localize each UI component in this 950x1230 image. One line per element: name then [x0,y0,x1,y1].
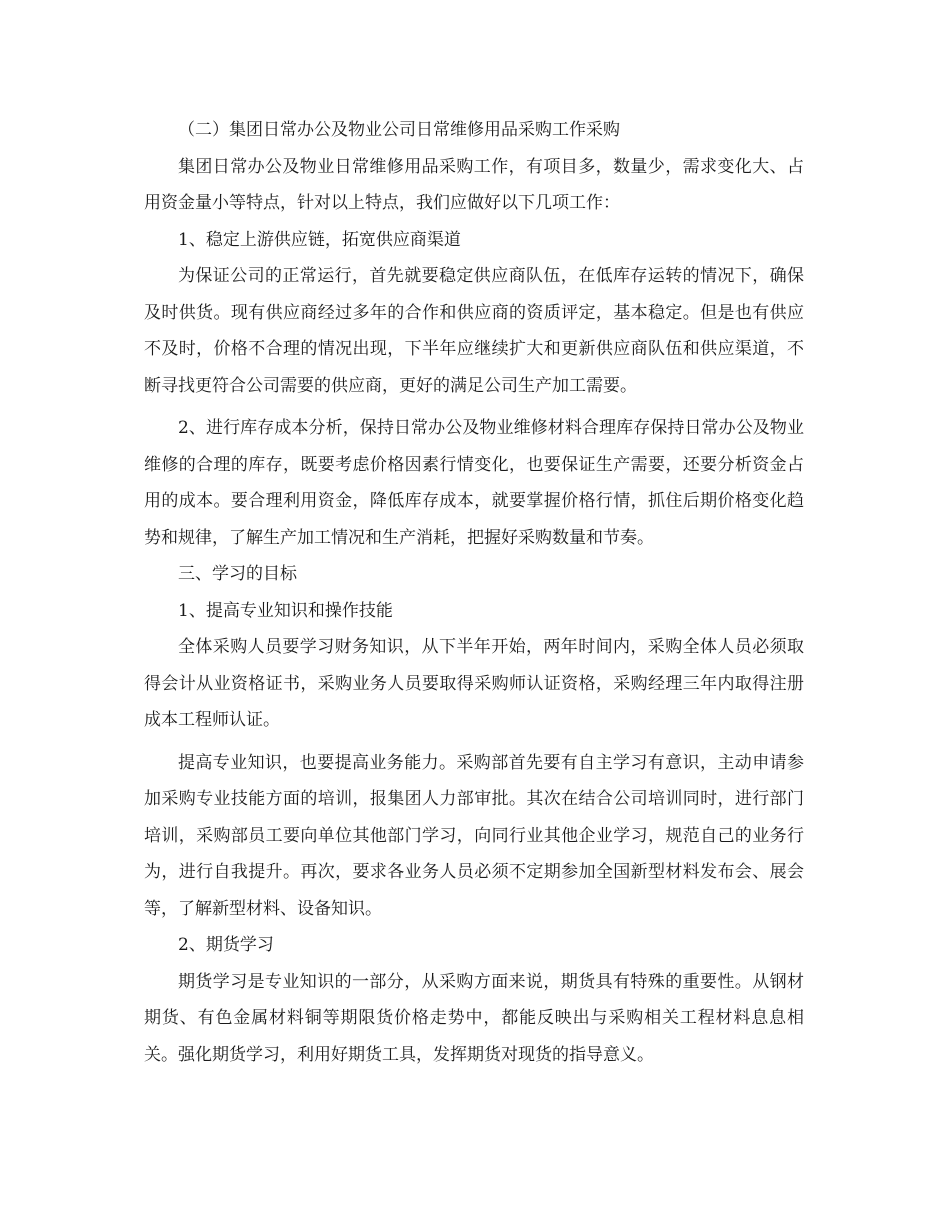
item-heading-futures-learning: 2、期货学习 [178,935,274,955]
paragraph-futures-importance: 期货学习是专业知识的一部分，从采购方面来说，期货具有特殊的重要性。从钢材期货、有色金属材料铜等期限货价格走势中，都能反映出与采购相关工程材料息息相关。强化期货学习，利用好期货工具，发挥期货对现货的指导意义。 [144,971,804,1065]
paragraph-inventory-cost-analysis: 2、进行库存成本分析，保持日常办公及物业维修材料合理库存保持日常办公及物业维修的合理的库存，既要考虑价格因素行情变化，也要保证生产需要，还要分析资金占用的成本。要合理利用资金，降低库存成本，就要掌握价格行情，抓住后期价格变化趋势和规律，了解生产加工情况和生产消耗，把握好采购数量和节奏。 [144,418,804,548]
section-heading-group-office-procurement: （二）集团日常办公及物业公司日常维修用品采购工作采购 [178,120,620,140]
paragraph-procurement-characteristics: 集团日常办公及物业日常维修用品采购工作，有项目多，数量少，需求变化大、占用资金量小等特点，针对以上特点，我们应做好以下几项工作： [144,156,804,213]
paragraph-supplier-stability: 为保证公司的正常运行，首先就要稳定供应商队伍，在低库存运转的情况下，确保及时供货。现有供应商经过多年的合作和供应商的资质评定，基本稳定。但是也有供应不及时，价格不合理的情况出现，下半年应继续扩大和更新供应商队伍和供应渠道，不断寻找更符合公司需要的供应商，更好的满足公司生产加工需要。 [144,266,804,396]
item-heading-supply-chain: 1、稳定上游供应链，拓宽供应商渠道 [178,229,461,250]
paragraph-finance-certification: 全体采购人员要学习财务知识，从下半年开始，两年时间内，采购全体人员必须取得会计从业资格证书，采购业务人员要取得采购师认证资格，采购经理三年内取得注册成本工程师认证。 [144,637,804,730]
paragraph-business-capability: 提高专业知识，也要提高业务能力。采购部首先要有自主学习有意识，主动申请参加采购专业技能方面的培训，报集团人力部审批。其次在结合公司培训同时，进行部门培训，采购部员工要向单位其他部门学习，向同行业其他企业学习，规范自己的业务行为，进行自我提升。再次，要求各业务人员必须不定期参加全国新型材料发布会、展会等，了解新型材料、设备知识。 [144,752,804,919]
document-body [144,112,804,1073]
section-heading-learning-goals: 三、学习的目标 [178,564,297,584]
item-heading-professional-skills: 1、提高专业知识和操作技能 [178,600,393,621]
